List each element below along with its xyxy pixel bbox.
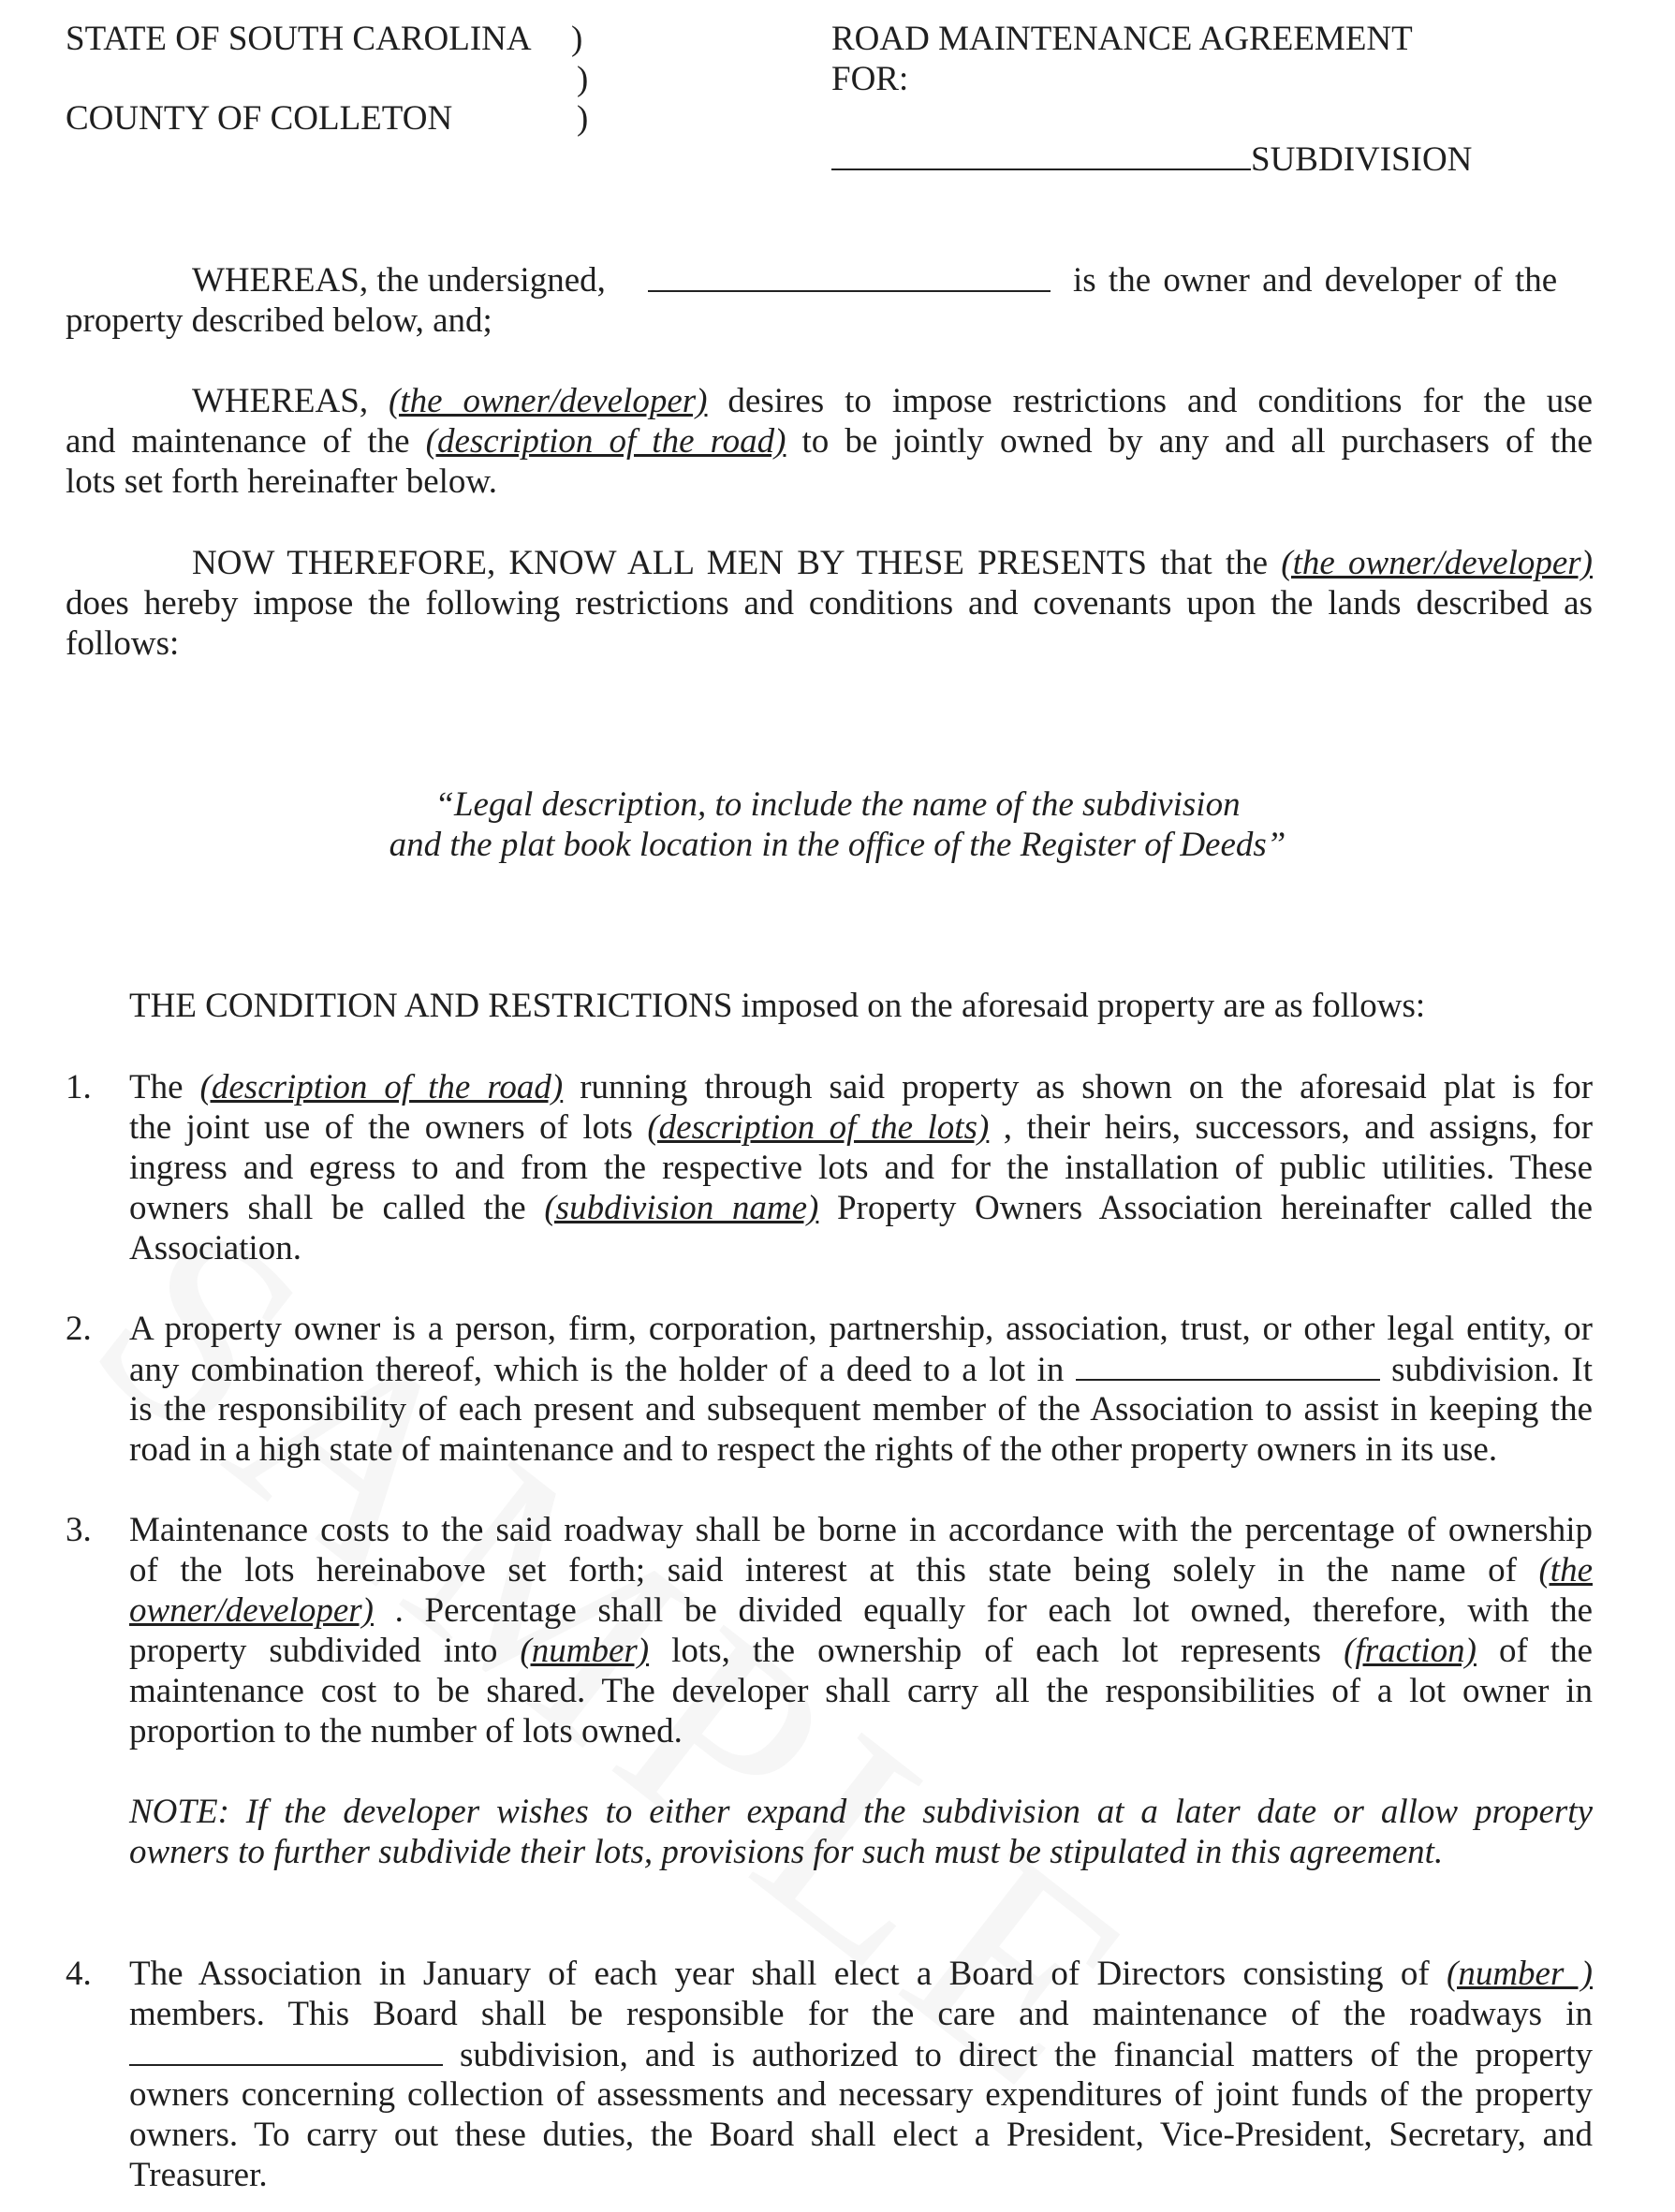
item4-l1-lead: The Association in January of each year shall elect a Board of Directors consisting of: [129, 1955, 1430, 1993]
owner-blank-line: [648, 260, 1051, 301]
item-number: 3.: [66, 1511, 92, 1549]
item4-line5: owners. To carry out these duties, the Board shall elect a President, Vice-President, Secretary, and: [129, 2116, 1593, 2154]
lots-description-placeholder: (description of the lots): [647, 1108, 990, 1147]
item2-line2: [129, 1349, 1593, 1390]
item3-line2: [129, 1550, 1593, 1590]
item3-line6: proportion to the number of lots owned.: [129, 1712, 683, 1751]
document-title: ROAD MAINTENANCE AGREEMENT: [831, 20, 1413, 58]
whereas1-lead: WHEREAS, the undersigned,: [192, 261, 606, 300]
item3-line5: maintenance cost to be shared. The developer shall carry all the responsibilities of a lot owner in: [129, 1672, 1593, 1710]
note-line2: owners to further subdivide their lots, provisions for such must be stipulated in this agreement.: [129, 1833, 1444, 1871]
item4-line2: members. This Board shall be responsible for the care and maintenance of the roadways in: [129, 1995, 1593, 2033]
item-number: 2.: [66, 1310, 92, 1348]
subdivision-name-blank[interactable]: [831, 139, 1251, 170]
item3-l2-lead: of the lots hereinabove set forth; said interest at this state being solely in the name of: [129, 1551, 1517, 1589]
item3-l4-lead: property subdivided into: [129, 1632, 498, 1670]
owner-developer-placeholder: (the owner/developer): [1281, 544, 1593, 582]
subdivision-name-blank[interactable]: [129, 2034, 443, 2066]
item3-l4-mid: lots, the ownership of each lot represents: [671, 1632, 1322, 1670]
item2-l2-tail: subdivision. It: [1391, 1351, 1593, 1389]
road-description-placeholder: (description of the road): [425, 422, 786, 461]
item4-line6: Treasurer.: [129, 2156, 268, 2194]
owner-developer-placeholder: (the: [1538, 1551, 1594, 1589]
item4-line4: owners concerning collection of assessments and necessary expenditures of joint funds of the property: [129, 2075, 1593, 2114]
item1-l4-tail: Property Owners Association hereinafter called the: [836, 1189, 1594, 1227]
owner-developer-placeholder: owner/developer): [129, 1591, 374, 1630]
owner-name-blank[interactable]: [648, 260, 1051, 292]
item1-l1-tail: running through said property as shown on the aforesaid plat is for: [580, 1068, 1594, 1106]
item1-l4-lead: owners shall be called the: [129, 1189, 526, 1227]
nowtherefore-line3: follows:: [66, 624, 180, 663]
whereas1-line2: property described below, and;: [66, 301, 492, 340]
whereas2-lead: WHEREAS,: [192, 382, 369, 420]
whereas2-tail: desires to impose restrictions and conditions for the use: [727, 382, 1594, 420]
subdivision-name-placeholder: (subdivision name): [544, 1189, 819, 1227]
subdivision-line: [831, 139, 1472, 180]
item1-line1: [129, 1067, 1593, 1107]
nowtherefore-lead: NOW THEREFORE, KNOW ALL MEN BY THESE PRESENTS that the: [192, 544, 1269, 582]
item2-line1: A property owner is a person, firm, corporation, partnership, association, trust, or other legal entity, or: [129, 1310, 1593, 1348]
nowtherefore-line1: [192, 543, 1593, 583]
whereas2-l2-tail: to be jointly owned by any and all purchasers of the: [801, 422, 1594, 461]
note-line1: NOTE: If the developer wishes to either expand the subdivision at a later date or allow property: [129, 1793, 1593, 1831]
whereas2-line1: [192, 381, 1593, 421]
item3-l4-tail: of the: [1498, 1632, 1594, 1670]
caption-paren: ): [571, 20, 583, 58]
road-description-placeholder: (description of the road): [199, 1068, 564, 1106]
item4-l3-tail: subdivision, and is authorized to direct the financial matters of the property: [460, 2036, 1594, 2074]
item3-l3-tail: . Percentage shall be divided equally for each lot owned, therefore, with the: [394, 1591, 1594, 1630]
nowtherefore-line2: does hereby impose the following restrictions and conditions and covenants upon the lands described as: [66, 584, 1593, 623]
item2-line4: road in a high state of maintenance and to respect the rights of the other property owners in its use.: [129, 1430, 1498, 1469]
whereas2-line2: [66, 421, 1593, 461]
lot-count-placeholder: (number): [520, 1632, 650, 1670]
fraction-placeholder: (fraction): [1344, 1632, 1477, 1670]
item1-l1-lead: The: [129, 1068, 184, 1106]
item3-line1: Maintenance costs to the said roadway shall be borne in accordance with the percentage of ownership: [129, 1511, 1593, 1549]
item1-l2-tail: , their heirs, successors, and assigns, for: [1003, 1108, 1594, 1147]
item4-line1: [129, 1954, 1593, 1994]
state-caption: STATE OF SOUTH CAROLINA: [66, 20, 532, 58]
owner-developer-placeholder: (the owner/developer): [389, 382, 708, 420]
caption-paren: ): [577, 60, 589, 98]
item1-l2-lead: the joint use of the owners of lots: [129, 1108, 633, 1147]
document-title-for: FOR:: [831, 60, 909, 98]
item2-l2-lead: any combination thereof, which is the holder of a deed to a lot in: [129, 1351, 1065, 1389]
item1-line4: [129, 1188, 1593, 1228]
item-number: 4.: [66, 1955, 92, 1993]
item1-line5: Association.: [129, 1229, 301, 1267]
legal-description-line2: and the plat book location in the office of the Register of Deeds”: [389, 826, 1286, 864]
item1-line2: [129, 1107, 1593, 1148]
whereas2-l2-lead: and maintenance of the: [66, 422, 410, 461]
item4-line3: [129, 2034, 1593, 2075]
whereas1-tail: is the owner and developer of the: [1073, 261, 1558, 300]
caption-paren: ): [577, 99, 589, 138]
item3-line4: [129, 1631, 1593, 1671]
item2-line3: is the responsibility of each present and subsequent member of the Association to assist in keeping the: [129, 1390, 1593, 1428]
whereas2-line3: lots set forth hereinafter below.: [66, 462, 497, 501]
item3-line3: [129, 1590, 1593, 1631]
conditions-heading: THE CONDITION AND RESTRICTIONS imposed on the aforesaid property are as follows:: [129, 987, 1426, 1025]
subdivision-label: SUBDIVISION: [1251, 140, 1473, 179]
subdivision-name-blank[interactable]: [1076, 1349, 1380, 1381]
board-size-placeholder: (number ): [1447, 1955, 1594, 1993]
county-caption: COUNTY OF COLLETON: [66, 99, 453, 138]
item-number: 1.: [66, 1068, 92, 1106]
legal-description-line1: “Legal description, to include the name of the subdivision: [434, 785, 1241, 824]
item1-line3: ingress and egress to and from the respective lots and for the installation of public utilities. These: [129, 1149, 1593, 1187]
